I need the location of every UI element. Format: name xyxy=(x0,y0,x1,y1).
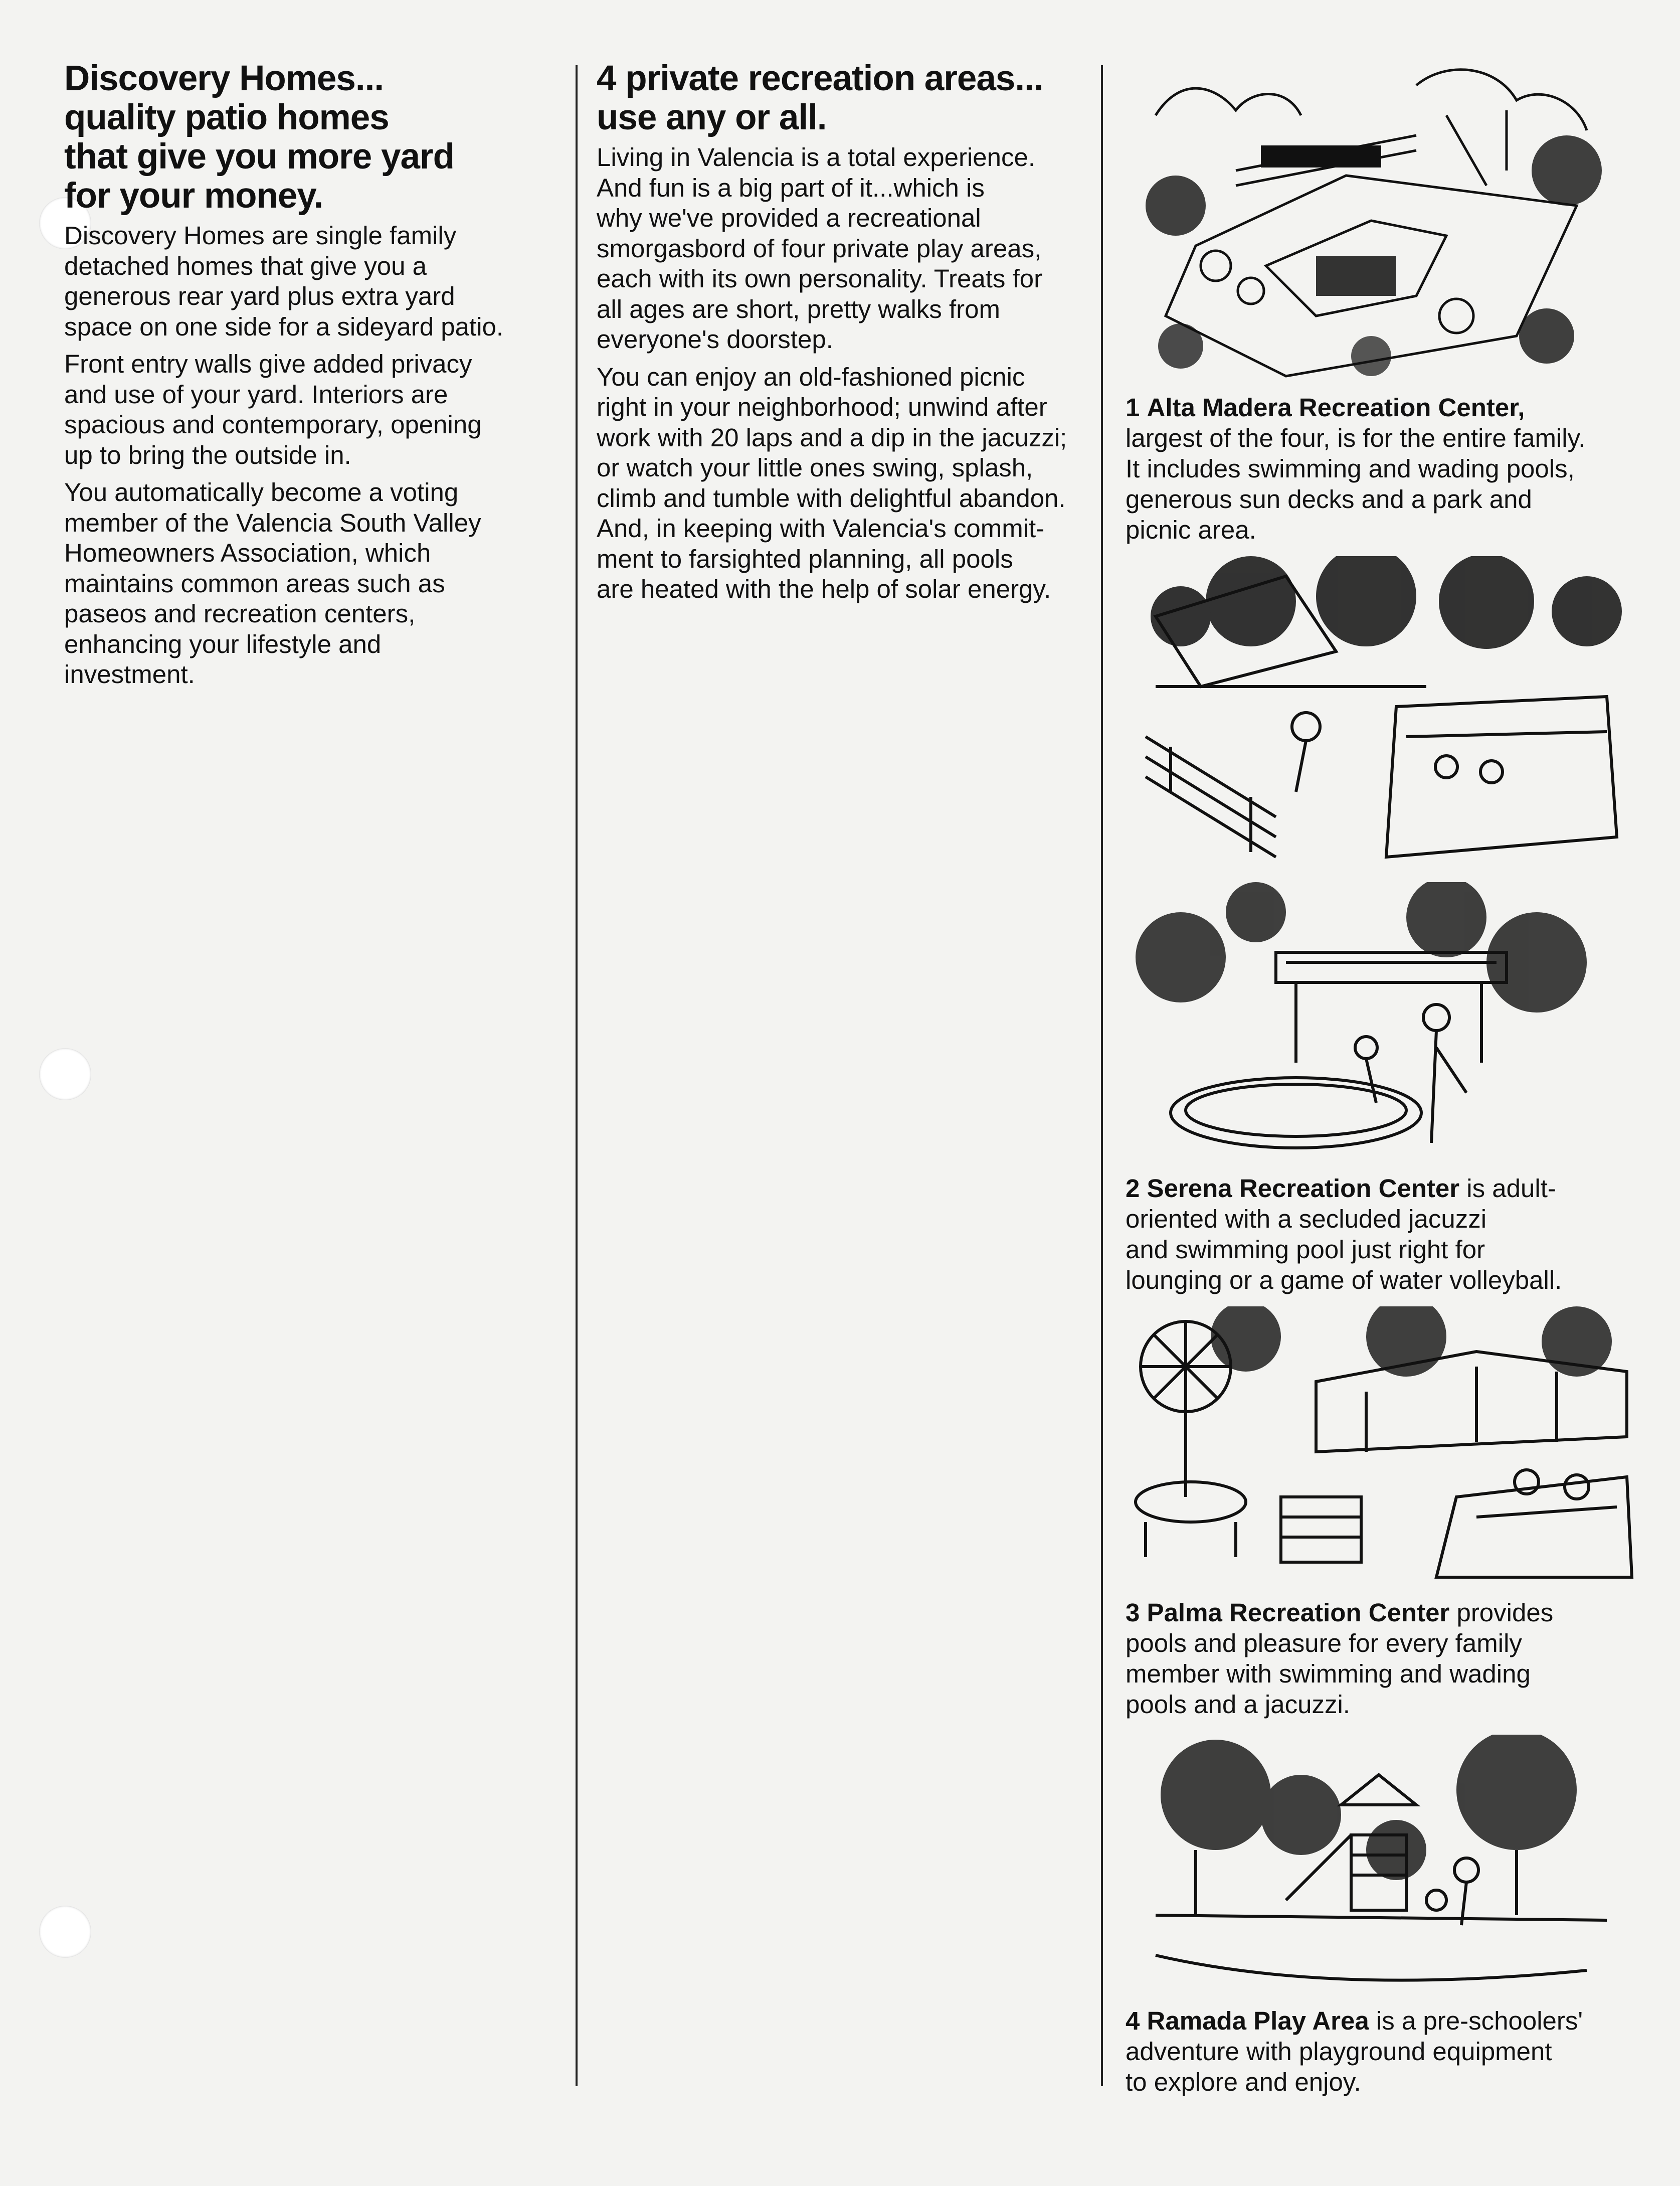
playground-sketch-icon xyxy=(1136,1735,1617,1995)
discovery-paragraph-3: You automatically become a voting member of the Valencia South Valley Homeowners Association, which maintains common areas such as paseos and recreation centers, enhancing your lifestyle and investment. xyxy=(64,478,481,689)
binder-hole-bottom xyxy=(39,1906,91,1958)
column-rule-right xyxy=(1101,65,1103,2086)
aerial-recreation-center-sketch-icon xyxy=(1136,55,1607,386)
alta-madera-caption: 1 Alta Madera Recreation Center, largest of the four, is for the entire family. It includes swimming and wading pools, generous sun decks and a park and picnic area. xyxy=(1126,393,1586,544)
recreation-centers-column xyxy=(1126,55,1637,2108)
discovery-paragraph-1: Discovery Homes are single family detached homes that give you a generous rear yard plus extra yard space on one side for a sideyard patio. xyxy=(64,221,504,341)
recreation-paragraph-1: Living in Valencia is a total experience. And fun is a big part of it...which is why we've provided a recreational smorgasbord of four private play areas, each with its own personality. Treats for all ages are short, pretty walks from everyone's doorstep. xyxy=(597,143,1043,354)
column-rule-left xyxy=(576,65,578,2086)
jacuzzi-pergola-sketch-icon xyxy=(1136,882,1587,1163)
serena-caption: 2 Serena Recreation Center is adult- oriented with a secluded jacuzzi and swimming pool just right for lounging or a game of water volleyball. xyxy=(1126,1174,1562,1294)
discovery-homes-heading: Discovery Homes... quality patio homes that give you more yard for your money. xyxy=(64,59,454,216)
discovery-homes-column xyxy=(64,59,545,697)
ramada-caption: 4 Ramada Play Area is a pre-schoolers' adventure with playground equipment to explore and enjoy. xyxy=(1126,2006,1583,2096)
recreation-areas-column xyxy=(597,59,1098,612)
binder-hole-middle xyxy=(39,1048,91,1100)
pool-deck-sketch-icon xyxy=(1126,556,1622,882)
palma-caption: 3 Palma Recreation Center provides pools and pleasure for every family member with swimming and wading pools and a jacuzzi. xyxy=(1126,1598,1554,1719)
recreation-areas-heading: 4 private recreation areas... use any or all. xyxy=(597,59,1043,137)
recreation-paragraph-2: You can enjoy an old-fashioned picnic right in your neighborhood; unwind after work with 20 laps and a dip in the jacuzzi; or watch your little ones swing, splash, climb and tumble with delightful abandon. And, in keeping with Valencia's commit- ment to farsighted planning, all pools are heated with the help of solar energy. xyxy=(597,362,1067,603)
discovery-paragraph-2: Front entry walls give added privacy and use of your yard. Interiors are spacious and contemporary, opening up to bring the outside in. xyxy=(64,350,482,469)
picnic-windmill-pool-sketch-icon xyxy=(1126,1306,1642,1587)
